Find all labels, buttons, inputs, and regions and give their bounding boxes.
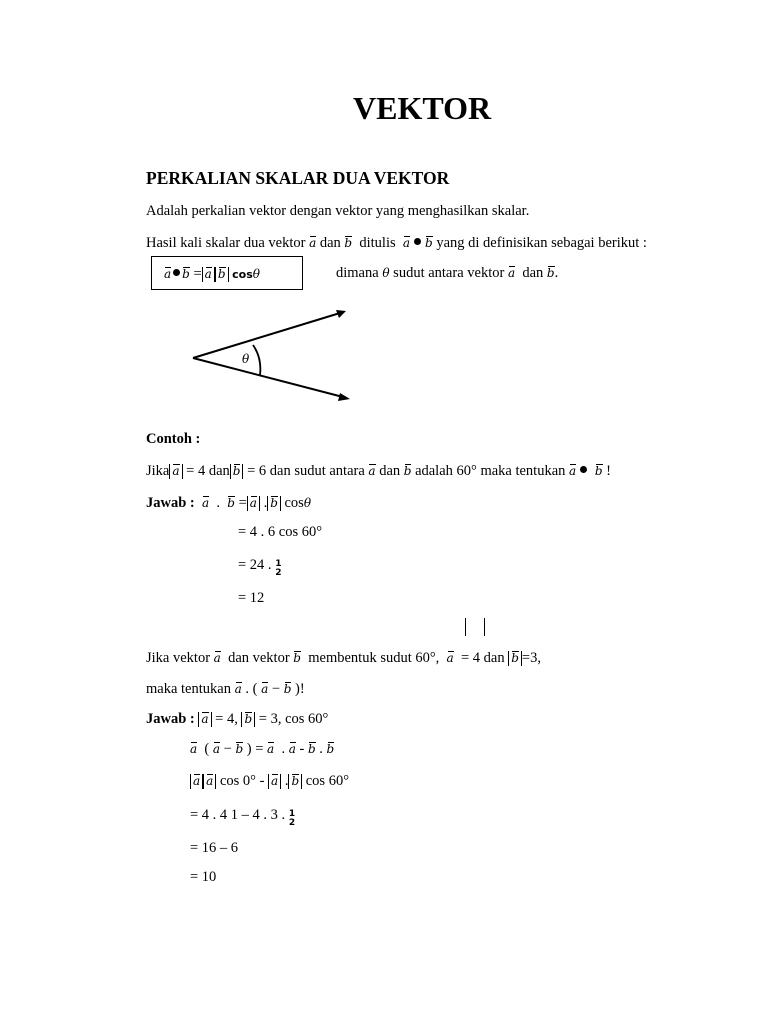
intro-text-1: Hasil kali skalar dua vektor: [146, 235, 306, 251]
text-cos60: cos 60°: [305, 773, 350, 789]
vector-a: a: [507, 266, 516, 280]
example2-step3: [190, 808, 295, 828]
magnitude-a: a: [202, 267, 215, 282]
intro-text-4: yang di definisikan sebagai berikut :: [436, 235, 647, 251]
vector-a: a: [190, 742, 198, 756]
example2-step2: [190, 774, 349, 789]
cos-label: cos: [232, 268, 253, 281]
example2-answer: [146, 712, 328, 727]
example1-step1: = 4 . 6 cos 60°: [238, 524, 323, 540]
magnitude-b: b: [241, 712, 255, 727]
magnitude-b: b: [215, 267, 229, 282]
theta-symbol: θ: [303, 496, 312, 510]
vector-a: a: [368, 464, 376, 478]
dot-operator-icon: [173, 269, 180, 276]
text-maka: maka tentukan: [146, 681, 231, 697]
text-membentuk: membentuk sudut 60°,: [308, 650, 440, 666]
fraction-half: 1 2: [275, 558, 282, 578]
vector-b: b: [235, 742, 244, 756]
example2-step5: = 10: [190, 869, 217, 885]
vector-a: a: [234, 682, 242, 696]
section-heading: PERKALIAN SKALAR DUA VEKTOR: [146, 168, 450, 188]
magnitude-a: a: [268, 774, 281, 789]
vector-angle-diagram: [180, 300, 370, 410]
where-text-3: dan: [522, 265, 544, 281]
vector-a: a: [213, 651, 221, 665]
vector-b: b: [227, 496, 235, 510]
dot-text: .: [319, 741, 323, 757]
jawab-label: Jawab :: [146, 711, 195, 727]
vector-a: a: [569, 464, 577, 478]
vector-b: b: [594, 464, 603, 478]
dot-operator-icon: [580, 466, 587, 473]
vector-a: a: [261, 682, 269, 696]
vector-a-arrow-line: [193, 313, 340, 358]
equals-sign: =: [193, 266, 202, 282]
vector-a: a: [402, 236, 411, 250]
example2-step4: = 16 – 6: [190, 840, 239, 856]
dot-text: .: [216, 495, 221, 511]
text-jika-vektor: Jika vektor: [146, 650, 211, 666]
text-adalah: adalah 60° maka tentukan: [415, 463, 566, 479]
text-jika: Jika: [146, 463, 170, 479]
example1-question: [146, 464, 611, 479]
example2-question-line2: [146, 682, 305, 697]
example1-answer: [146, 496, 311, 511]
cos-label: cos: [284, 495, 304, 511]
theta-symbol: θ: [252, 267, 260, 281]
dot-text: .: [281, 741, 286, 757]
vector-b-arrow-line: [193, 358, 343, 397]
where-text-2: sudut antara vektor: [393, 265, 505, 281]
angle-arc: [253, 345, 260, 375]
magnitude-b: b: [230, 464, 244, 479]
vector-a: a: [212, 742, 221, 756]
dot-text: .: [263, 495, 268, 511]
vector-b: b: [326, 742, 335, 756]
magnitude-a: a: [247, 496, 260, 511]
vector-b: b: [546, 266, 555, 280]
example2-question-line1: [146, 651, 541, 666]
example2-step1: [190, 742, 334, 757]
arrowhead-icon: [336, 310, 346, 318]
text-eq3: =3,: [521, 650, 541, 666]
page-title: VEKTOR: [353, 90, 492, 126]
vector-a: a: [267, 742, 275, 756]
minus-sign: −: [223, 741, 232, 757]
close-paren-eq: ) =: [246, 741, 264, 757]
dot-operator-icon: [414, 238, 421, 245]
equals-sign: =: [238, 495, 247, 511]
text-close-paren: )!: [295, 681, 305, 697]
definition-text: Adalah perkalian vektor dengan vektor yang menghasilkan skalar.: [146, 203, 530, 219]
magnitude-a: a: [203, 774, 216, 789]
text-dot-paren: . (: [245, 681, 258, 697]
jawab-label: Jawab :: [146, 495, 195, 511]
fraction-half: 1 2: [288, 808, 296, 828]
text-eq6: = 6 dan sudut antara: [247, 463, 365, 479]
text-eq4: = 4 dan: [186, 463, 230, 479]
formula: [164, 267, 260, 282]
vector-a: a: [309, 236, 317, 250]
vector-b: b: [182, 267, 190, 281]
vector-a: a: [164, 267, 172, 281]
vector-b: b: [344, 236, 353, 250]
magnitude-a: a: [169, 464, 182, 479]
vector-a: a: [202, 496, 210, 510]
intro-line: [146, 236, 647, 251]
theta-label: θ: [242, 352, 250, 366]
vector-a: a: [446, 651, 454, 665]
magnitude-a: a: [190, 774, 203, 789]
where-text-1: dimana: [336, 265, 379, 281]
magnitude-b: b: [288, 774, 302, 789]
step2-text: = 24 .: [238, 557, 272, 573]
vector-a: a: [288, 742, 296, 756]
where-period: .: [554, 265, 559, 281]
intro-text-3: ditulis: [359, 235, 396, 251]
minus-sign: −: [271, 681, 281, 697]
vector-b: b: [425, 236, 433, 250]
example1-step2: [238, 558, 281, 578]
vector-b: b: [293, 651, 301, 665]
example-label: Contoh :: [146, 431, 201, 447]
arrowhead-icon: [338, 393, 350, 401]
magnitude-a: a: [198, 712, 211, 727]
step3-text: = 4 . 4 1 – 4 . 3 .: [190, 807, 286, 823]
text-dan-vektor: dan vektor: [228, 650, 290, 666]
theta-symbol: θ: [382, 266, 390, 280]
example1-step3: = 12: [238, 590, 265, 606]
vector-b: b: [403, 464, 412, 478]
text-eq3-cos: = 3, cos 60°: [258, 711, 329, 727]
magnitude-b: b: [508, 651, 522, 666]
text-dan: dan: [379, 463, 401, 479]
text-exclaim: !: [606, 463, 611, 479]
intro-text-2: dan: [319, 235, 341, 251]
dash-text: -: [299, 741, 305, 757]
text-cos0: cos 0° -: [219, 773, 265, 789]
dot-text: .: [284, 773, 289, 789]
where-line: [336, 266, 558, 281]
vector-b: b: [283, 682, 292, 696]
stray-bars: [465, 618, 485, 636]
vector-b: b: [307, 742, 316, 756]
text-eq4dan: = 4 dan: [460, 650, 505, 666]
formula-box: [151, 256, 303, 290]
text-eq4: = 4,: [215, 711, 238, 727]
open-paren: (: [204, 741, 210, 757]
magnitude-b: b: [267, 496, 281, 511]
